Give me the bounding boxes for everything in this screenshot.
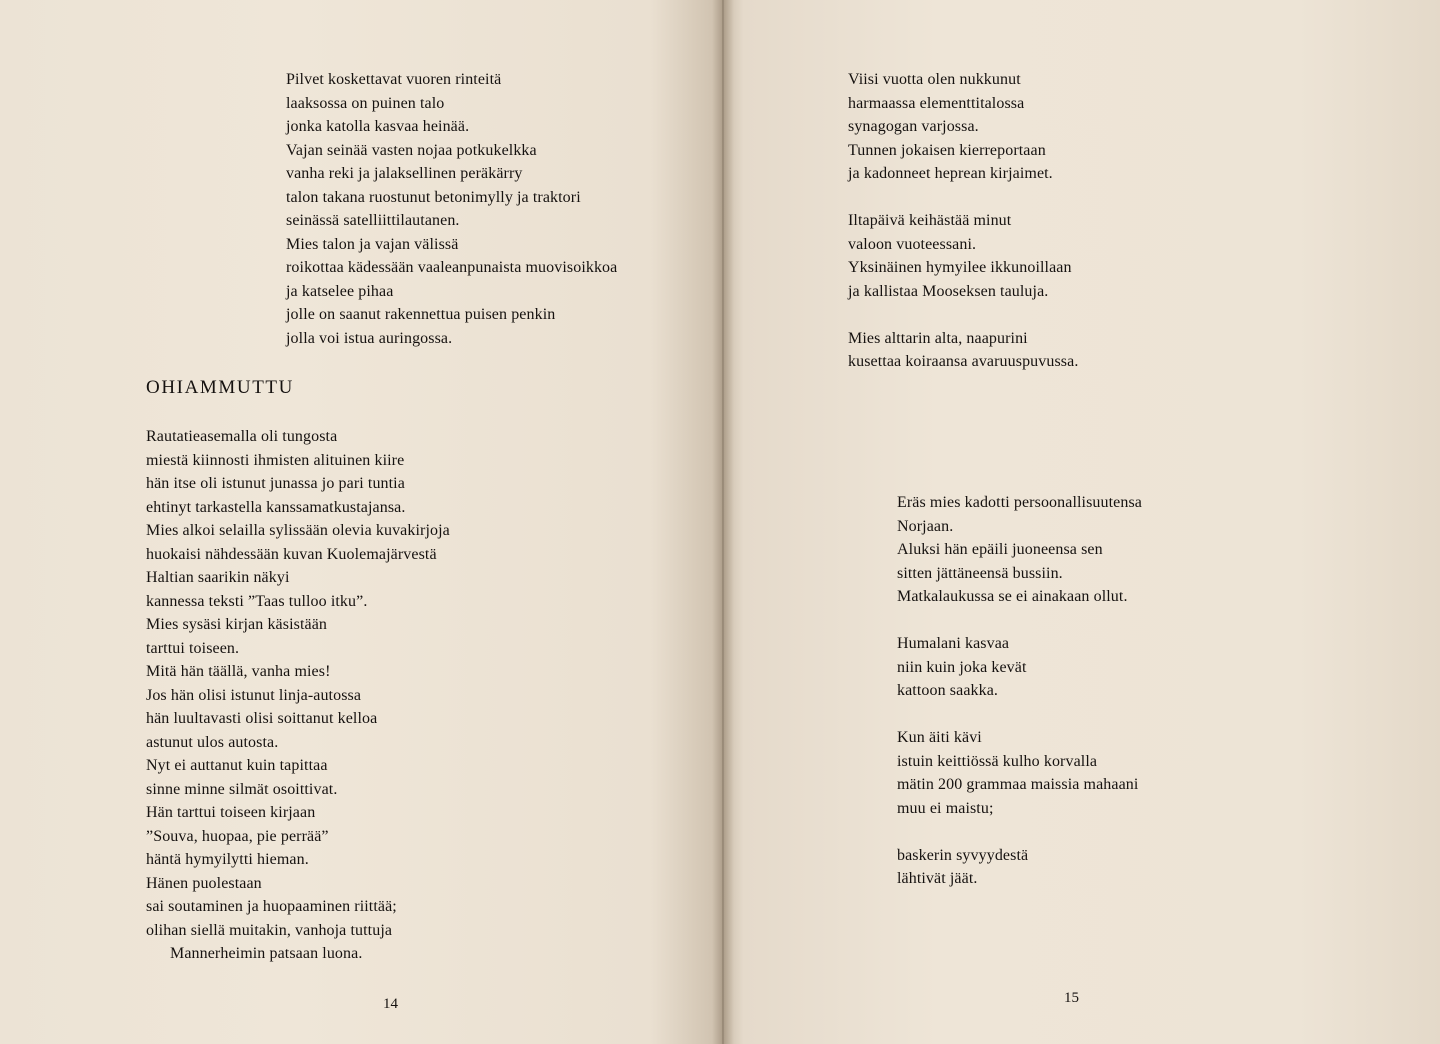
poem-line: Hänen puolestaan <box>146 874 262 892</box>
poem-line: Eräs mies kadotti persoonallisuutensa <box>897 494 1142 511</box>
poem-line: kannessa teksti ”Taas tulloo itku”. <box>146 592 368 610</box>
poem-line: niin kuin joka kevät <box>897 658 1027 676</box>
poem-line: vanha reki ja jalaksellinen peräkärry <box>286 165 523 182</box>
poem-line: ”Souva, huopaa, pie perrää” <box>146 827 329 845</box>
poem-line: Viisi vuotta olen nukkunut <box>848 71 1021 88</box>
poem-line: hän itse oli istunut junassa jo pari tuntia <box>146 475 405 492</box>
poem-line: talon takana ruostunut betonimylly ja traktori <box>286 188 581 206</box>
poem-line: Hän tarttui toiseen kirjaan <box>146 804 316 821</box>
poem-line: kusettaa koiraansa avaruuspuvussa. <box>848 353 1079 370</box>
poem-line: sai soutaminen ja huopaaminen riittää; <box>146 898 397 915</box>
poem-line: hän luultavasti olisi soittanut kelloa <box>146 710 378 727</box>
left-top-poem <box>286 68 617 350</box>
poem-line: miestä kiinnosti ihmisten alituinen kiire <box>146 451 405 469</box>
left-main-poem <box>146 425 450 966</box>
poem-line: Rautatieasemalla oli tungosta <box>146 428 338 445</box>
poem-line <box>848 303 1078 327</box>
poem-line <box>897 820 1142 844</box>
poem-line: Pilvet koskettavat vuoren rinteitä <box>286 71 502 88</box>
poem-line: astunut ulos autosta. <box>146 733 279 751</box>
poem-line: valoon vuoteessani. <box>848 235 977 253</box>
poem-line: Mies talon ja vajan välissä <box>286 235 459 253</box>
poem-line: jolle on saanut rakennettua puisen penkin <box>286 306 556 323</box>
poem-line: häntä hymyilytti hieman. <box>146 851 309 868</box>
poem-line: tarttui toiseen. <box>146 639 240 657</box>
right-top-poem <box>848 68 1078 374</box>
poem-line <box>848 186 1078 210</box>
poem-line: Mitä hän täällä, vanha mies! <box>146 663 331 680</box>
poem-line: Tunnen jokaisen kierreportaan <box>848 141 1046 159</box>
poem-line: Mannerheimin patsaan luona. <box>170 945 363 962</box>
poem-line: Nyt ei auttanut kuin tapittaa <box>146 757 328 774</box>
poem-line: Humalani kasvaa <box>897 635 1010 652</box>
poem-line: sitten jättäneensä bussiin. <box>897 564 1063 582</box>
poem-heading: OHIAMMUTTU <box>146 377 294 398</box>
poem-line: synagogan varjossa. <box>848 118 979 135</box>
poem-line: muu ei maistu; <box>897 799 994 817</box>
poem-line: Kun äiti kävi <box>897 729 982 746</box>
poem-line: baskerin syvyydestä <box>897 846 1029 864</box>
poem-line: Haltian saarikin näkyi <box>146 569 290 586</box>
poem-line: Mies sysäsi kirjan käsistään <box>146 616 327 633</box>
poem-line: jolla voi istua auringossa. <box>286 329 453 347</box>
poem-line: Mies alttarin alta, naapurini <box>848 329 1028 347</box>
poem-line: Vajan seinää vasten nojaa potkukelkka <box>286 141 537 159</box>
poem-line <box>897 703 1142 727</box>
right-page <box>722 0 1440 1044</box>
poem-line: huokaisi nähdessään kuvan Kuolemajärvestä <box>146 545 437 563</box>
poem-line: seinässä satelliittilautanen. <box>286 212 460 229</box>
poem-line: Matkalaukussa se ei ainakaan ollut. <box>897 588 1128 605</box>
poem-line: Norjaan. <box>897 517 954 535</box>
poem-line: Yksinäinen hymyilee ikkunoillaan <box>848 259 1072 276</box>
page-number-right: 15 <box>1064 990 1079 1006</box>
poem-line: mätin 200 grammaa maissia mahaani <box>897 776 1139 793</box>
poem-line: ja kallistaa Mooseksen tauluja. <box>848 282 1049 300</box>
poem-line: lähtivät jäät. <box>897 870 978 887</box>
poem-line: Iltapäivä keihästää minut <box>848 212 1012 229</box>
poem-line: jonka katolla kasvaa heinää. <box>286 118 470 135</box>
poem-line: Aluksi hän epäili juoneensa sen <box>897 541 1103 558</box>
right-bottom-poem <box>897 491 1142 891</box>
poem-line: ja katselee pihaa <box>286 282 394 300</box>
poem-line: harmaassa elementtitalossa <box>848 94 1025 112</box>
poem-line: laaksossa on puinen talo <box>286 94 445 112</box>
poem-line: sinne minne silmät osoittivat. <box>146 780 338 798</box>
book-gutter <box>712 0 734 1044</box>
poem-line: ja kadonneet heprean kirjaimet. <box>848 165 1053 182</box>
poem-line <box>897 609 1142 633</box>
poem-line: olihan siellä muitakin, vanhoja tuttuja <box>146 921 393 939</box>
poem-line: Mies alkoi selailla sylissään olevia kuvakirjoja <box>146 522 450 539</box>
poem-line: roikottaa kädessään vaaleanpunaista muovisoikkoa <box>286 259 618 276</box>
poem-line: Jos hän olisi istunut linja-autossa <box>146 686 362 704</box>
poem-line: istuin keittiössä kulho korvalla <box>897 752 1098 770</box>
page-number-left: 14 <box>383 996 398 1012</box>
poem-line: kattoon saakka. <box>897 682 999 699</box>
poem-line: ehtinyt tarkastella kanssamatkustajansa. <box>146 498 406 516</box>
